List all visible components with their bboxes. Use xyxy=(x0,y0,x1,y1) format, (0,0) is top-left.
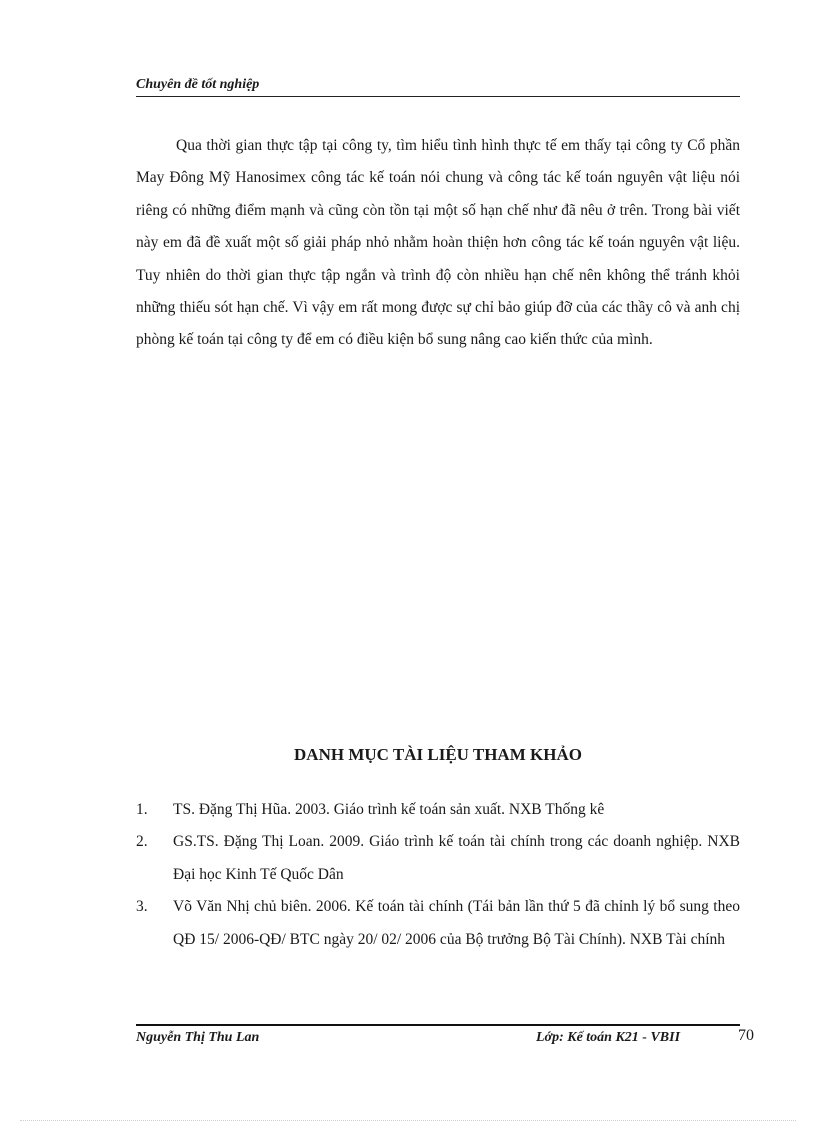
reference-number: 2. xyxy=(136,833,148,851)
reference-number: 1. xyxy=(136,801,148,818)
reference-number: 3. xyxy=(136,898,148,916)
page-edge-dots xyxy=(20,1120,796,1121)
reference-text: GS.TS. Đặng Thị Loan. 2009. Giáo trình kế toán tài chính trong các doanh nghiệp. NXB Đại học Kinh Tế Quốc Dân xyxy=(173,833,740,883)
reference-item xyxy=(136,891,740,956)
reference-item xyxy=(136,826,740,891)
header-divider xyxy=(136,96,740,97)
conclusion-paragraph: Qua thời gian thực tập tại công ty, tìm hiểu tình hình thực tế em thấy tại công ty Cổ phần May Đông Mỹ Hanosimex công tác kế toán nói chung và công tác kế toán nguyên vật liệu nói riêng có những điểm mạnh và cũng còn tồn tại một số hạn chế như đã nêu ở trên. Trong bài viết này em đã đề xuất một số giải pháp nhỏ nhằm hoàn thiện hơn công tác kế toán nguyên vật liệu. Tuy nhiên do thời gian thực tập ngắn và trình độ còn nhiều hạn chế nên không thể tránh khỏi những thiếu sót hạn chế. Vì vậy em rất mong được sự chỉ bảo giúp đỡ của các thầy cô và anh chị phòng kế toán tại công ty để em có điều kiện bổ sung nâng cao kiến thức của mình. xyxy=(136,137,740,349)
reference-text: Võ Văn Nhị chủ biên. 2006. Kế toán tài chính (Tái bản lần thứ 5 đã chỉnh lý bổ sung theo QĐ 15/ 2006-QĐ/ BTC ngày 20/ 02/ 2006 của Bộ trưởng Bộ Tài Chính). NXB Tài chính xyxy=(173,898,740,948)
footer-author: Nguyễn Thị Thu Lan xyxy=(136,1030,260,1045)
references-heading: DANH MỤC TÀI LIỆU THAM KHẢO xyxy=(294,745,582,764)
page-header-title: Chuyên đề tốt nghiệp xyxy=(136,77,260,92)
footer-divider xyxy=(136,1024,740,1026)
footer-class: Lớp: Kế toán K21 - VBII xyxy=(536,1030,681,1045)
reference-text: TS. Đặng Thị Hũa. 2003. Giáo trình kế toán sản xuất. NXB Thống kê xyxy=(173,801,605,818)
references-list xyxy=(136,794,740,956)
reference-item xyxy=(136,794,740,826)
page-number: 70 xyxy=(738,1027,754,1044)
